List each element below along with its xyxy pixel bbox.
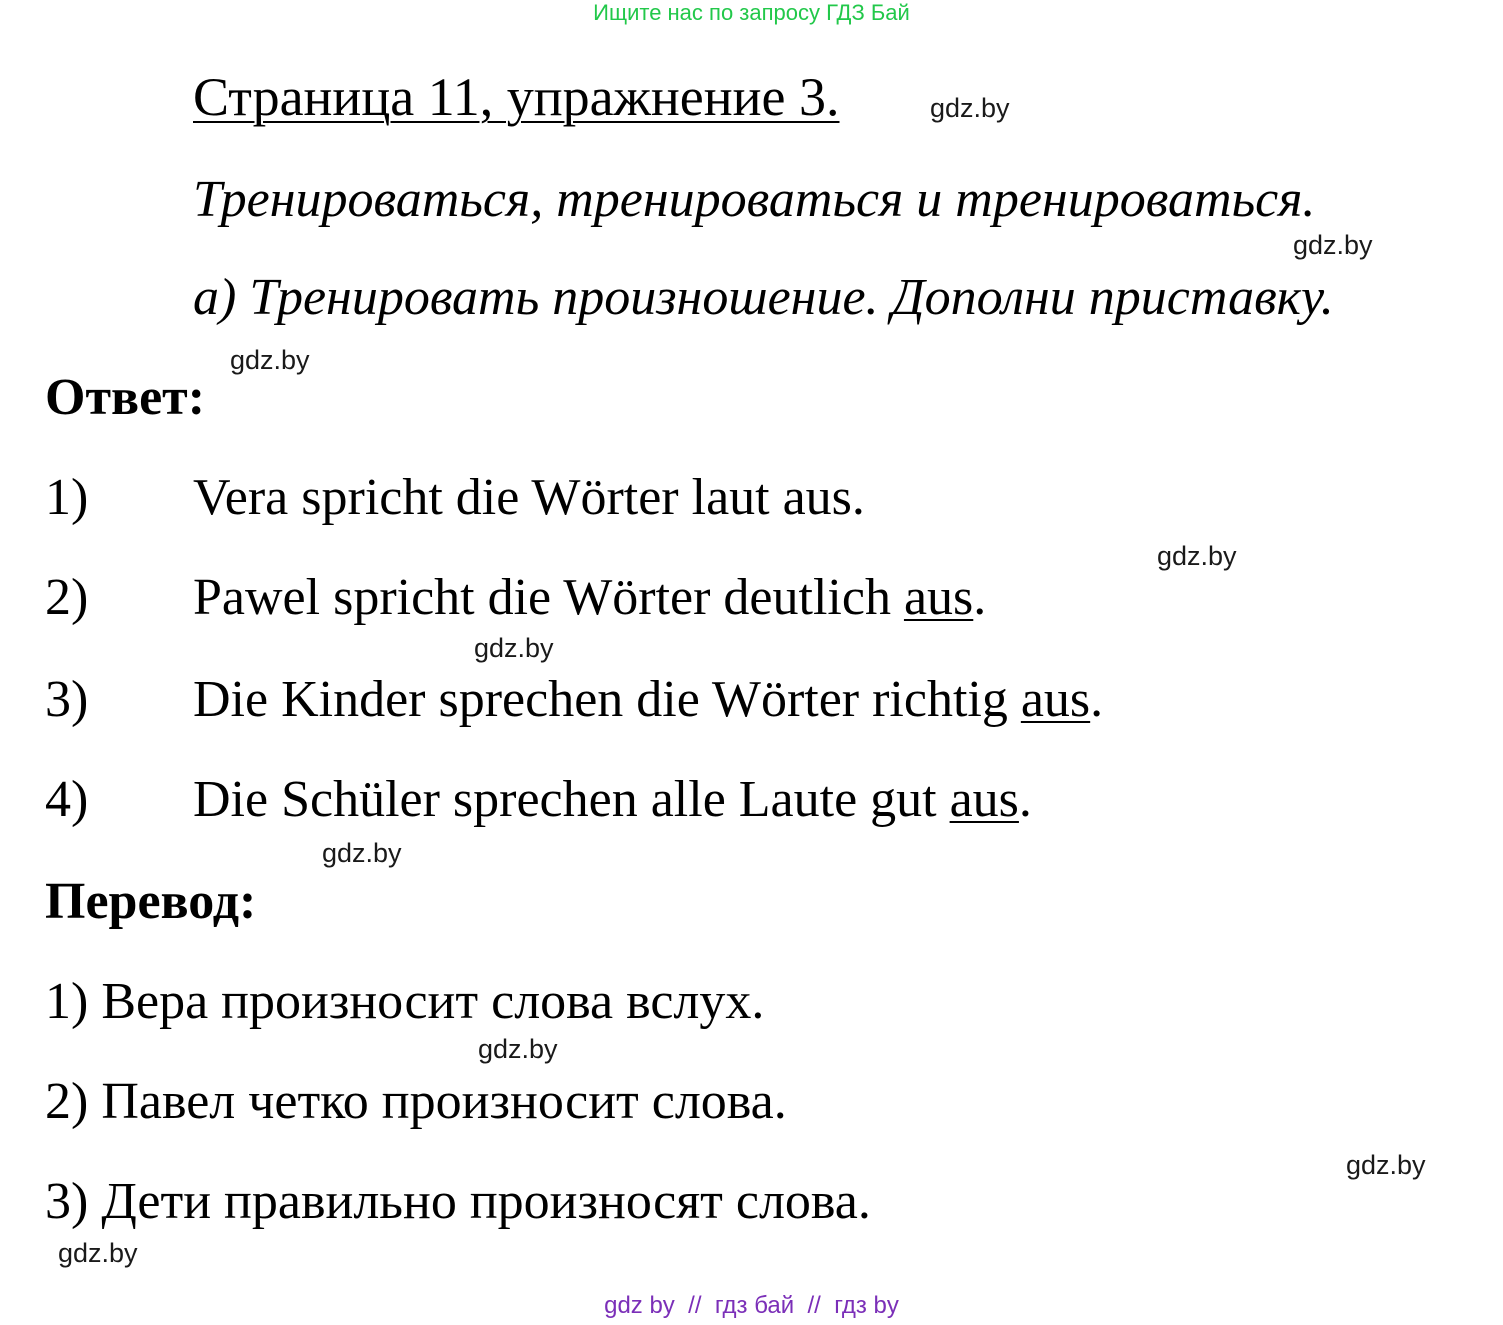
translation-heading: Перевод: — [45, 873, 257, 930]
page-title: Страница 11, упражнение 3. — [193, 67, 840, 127]
watermark: gdz.by — [478, 1034, 558, 1064]
answer-number: 4) — [45, 771, 89, 828]
footer-links — [0, 1292, 1503, 1320]
answer-heading: Ответ: — [45, 369, 206, 426]
watermark: gdz.by — [58, 1238, 138, 1268]
answer-number: 1) — [45, 469, 89, 526]
watermark: gdz.by — [1157, 541, 1237, 571]
watermark: gdz.by — [930, 93, 1010, 123]
answer-line: Die Schüler sprechen alle Laute gut aus. — [193, 771, 1032, 828]
translation-line: 3) Дети правильно произносят слова. — [45, 1173, 871, 1230]
footer-link-gdz-by[interactable]: gdz by — [604, 1292, 675, 1319]
footer-link-gdz-bai[interactable]: гдз бай — [714, 1292, 795, 1319]
watermark: gdz.by — [1293, 230, 1373, 260]
task-title: Тренироваться, тренироваться и тренироваться. — [193, 171, 1316, 228]
answer-line: Pawel spricht die Wörter deutlich aus. — [193, 569, 987, 626]
footer-link-gdz-by-2[interactable]: гдз by — [834, 1292, 899, 1319]
footer-separator: // — [688, 1292, 702, 1319]
answer-line: Vera spricht die Wörter laut aus. — [193, 469, 865, 526]
task-instruction: а) Тренировать произношение. Дополни приставку. — [193, 269, 1334, 326]
watermark: gdz.by — [230, 345, 310, 375]
footer-separator: // — [807, 1292, 821, 1319]
watermark: gdz.by — [322, 838, 402, 868]
translation-line: 2) Павел четко произносит слова. — [45, 1073, 787, 1130]
answer-number: 2) — [45, 569, 89, 626]
watermark: gdz.by — [474, 633, 554, 663]
translation-line: 1) Вера произносит слова вслух. — [45, 973, 765, 1030]
top-banner: Ищите нас по запросу ГДЗ Бай — [593, 0, 910, 25]
answer-number: 3) — [45, 671, 89, 728]
watermark: gdz.by — [1346, 1150, 1426, 1180]
answer-line: Die Kinder sprechen die Wörter richtig aus. — [193, 671, 1104, 728]
